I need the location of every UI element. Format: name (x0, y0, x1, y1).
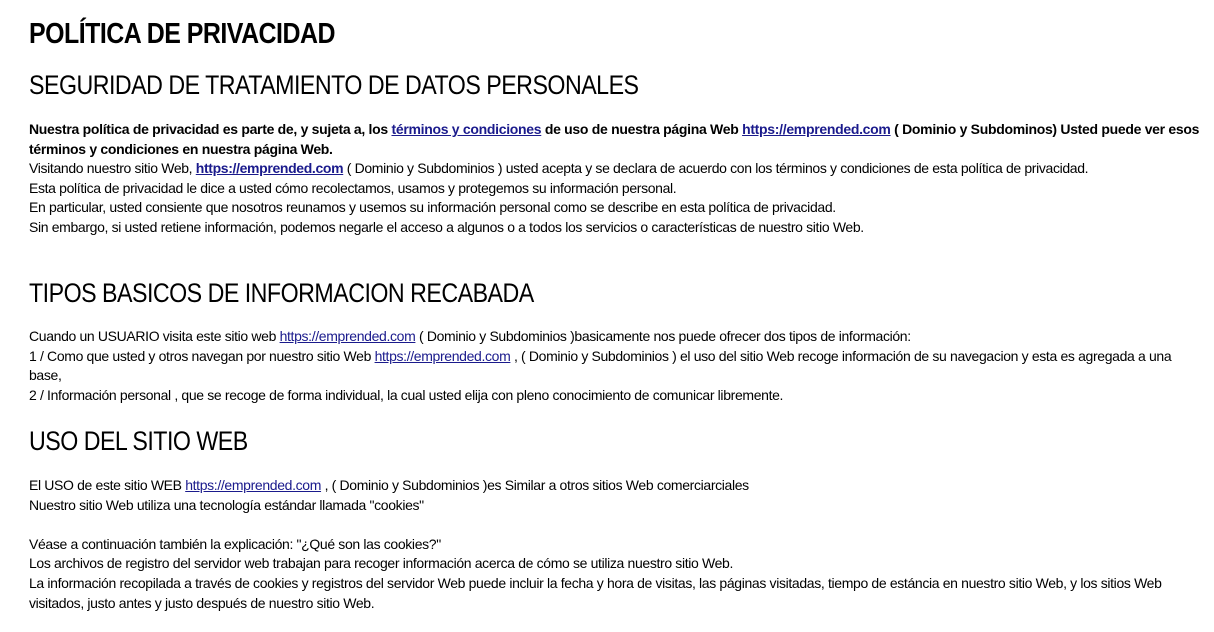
usage-line-1 (29, 476, 1204, 496)
types-line-1-text-1: Cuando un USUARIO visita este sitio web (29, 328, 280, 344)
site-link-visit[interactable]: https://emprended.com (195, 160, 344, 177)
usage-blank-line (29, 515, 1204, 535)
usage-line-5: La información recopilada a través de cookies y registros del servidor Web puede incluir la fecha y hora de visitas, las páginas visitadas, tiempo de estáncia en nuestro sitio Web, y los sitios Web visitados, justo antes y justo después de nuestro sitio Web. (29, 574, 1162, 611)
usage-line-2: Nuestro sitio Web utiliza una tecnología estándar llamada "cookies" (29, 496, 424, 513)
site-link-types-2[interactable]: https://emprended.com (374, 347, 511, 364)
types-paragraph (29, 327, 1204, 405)
security-line-3: Esta política de privacidad le dice a usted cómo recolectamos, usamos y protegemos su información personal. (29, 179, 677, 196)
terms-link[interactable]: términos y condiciones (391, 121, 542, 137)
page-title: POLÍTICA DE PRIVACIDAD (29, 18, 335, 50)
security-line-2-text-1: Visitando nuestro sitio Web, (29, 160, 196, 177)
types-line-3: 2 / Información personal , que se recoge de forma individual, la cual usted elija con pleno conocimiento de comunicar libremente. (29, 386, 784, 403)
usage-line-4: Los archivos de registro del servidor web trabajan para recoger información acerca de cómo se utiliza nuestro sitio Web. (29, 555, 734, 572)
types-line-1 (29, 327, 1204, 347)
usage-line-3: Véase a continuación también la explicación: "¿Qué son las cookies?" (29, 535, 441, 552)
types-line-2-text-1: 1 / Como que usted y otros navegan por nuestro sitio Web (29, 347, 375, 364)
section-heading-usage: USO DEL SITIO WEB (29, 426, 248, 456)
types-line-2 (29, 347, 1204, 386)
site-link-types-1[interactable]: https://emprended.com (279, 328, 416, 344)
site-link-usage[interactable]: https://emprended.com (185, 477, 322, 493)
usage-line-1-text-1: El USO de este sitio WEB (29, 477, 186, 493)
types-line-1-text-2: ( Dominio y Subdominios )basicamente nos puede ofrecer dos tipos de información: (415, 328, 911, 344)
security-intro-text-2: de uso de nuestra página Web (541, 121, 743, 137)
security-intro-text-3: ( Dominio y Subdominos) Usted puede ver esos términos y condiciones en nuestra página Web. (29, 121, 1200, 157)
security-line-4: En particular, usted consiente que nosotros reunamos y usemos su información personal como se describe en esta política de privacidad. (29, 199, 836, 216)
usage-line-1-text-2: , ( Dominio y Subdominios )es Similar a otros sitios Web comerciarciales (321, 477, 749, 493)
security-line-5: Sin embargo, si usted retiene información, podemos negarle el acceso a algunos o a todos los servicios o características de nuestro sitio Web. (29, 218, 864, 235)
security-intro (29, 120, 1204, 159)
security-paragraph (29, 120, 1204, 238)
usage-paragraph (29, 476, 1204, 613)
types-line-2-text-2: , ( Dominio y Subdominios ) el uso del sitio Web recoge información de su navegacion y esta es agregada a una base, (29, 347, 1172, 384)
site-link-intro[interactable]: https://emprended.com (742, 121, 891, 137)
security-line-2-text-2: ( Dominio y Subdominios ) usted acepta y se declara de acuerdo con los términos y condiciones de esta política de privacidad. (343, 160, 1089, 177)
security-intro-text-1: Nuestra política de privacidad es parte de, y sujeta a, los (29, 121, 392, 137)
security-line-2 (29, 159, 1204, 179)
section-heading-security: SEGURIDAD DE TRATAMIENTO DE DATOS PERSONALES (29, 70, 639, 100)
section-heading-types: TIPOS BASICOS DE INFORMACION RECABADA (29, 278, 534, 308)
